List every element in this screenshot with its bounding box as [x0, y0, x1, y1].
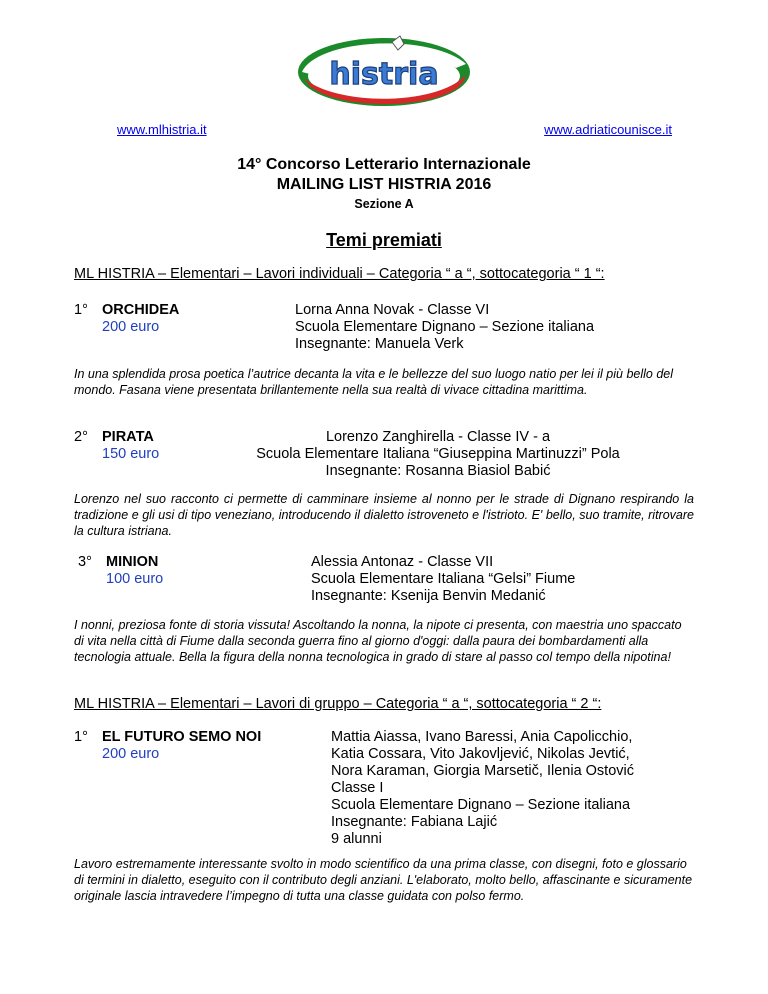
- group-entry-rank-title: [74, 729, 261, 745]
- teacher-line: Insegnante: Fabiana Lajić: [331, 814, 498, 830]
- pupils-count: 9 alunni: [331, 831, 382, 847]
- group-entry-info: [331, 729, 634, 848]
- section-label: Sezione A: [354, 197, 414, 211]
- rank-number: 1°: [74, 729, 88, 745]
- entry-3-info: [311, 554, 575, 605]
- link-adriaticounisce[interactable]: www.adriaticounisce.it: [544, 122, 672, 137]
- entry-1-rank-title: [74, 302, 179, 318]
- class-line: Classe I: [331, 780, 384, 796]
- logo-text: histria: [329, 57, 439, 92]
- entry-1-description: In una splendida prosa poetica l’autrice decanta la vita e le bellezze del suo luogo natio per lei il più bello del mondo. Fasana viene presentata brillantemente nella sua realtà di vivace cittadina marittima.: [74, 367, 674, 397]
- rank-number: 1°: [74, 302, 88, 318]
- rank-number: 3°: [78, 554, 92, 570]
- student-line: Lorenzo Zanghirella - Classe IV - a: [325, 429, 551, 445]
- entry-3-prize: 100 euro: [106, 571, 164, 587]
- contest-subtitle: MAILING LIST HISTRIA 2016: [276, 176, 492, 193]
- student-line: Lorna Anna Novak - Classe VI: [295, 302, 490, 318]
- entry-2-rank-title: [74, 429, 154, 445]
- entry-2-description: Lorenzo nel suo racconto ci permette di camminare insieme al nonno per le strade di Dignano respirando la tradizione e gli usi di tipo veneziano, introducendo il dialetto istroveneto e l'istrioto. E' bello, suo tramite, ritrovare la cultura istriana.: [74, 492, 694, 538]
- contest-title: 14° Concorso Letterario Internazionale: [237, 156, 531, 173]
- school-line: Scuola Elementare Dignano – Sezione italiana: [295, 319, 595, 335]
- teacher-line: Insegnante: Rosanna Biasiol Babić: [325, 463, 551, 479]
- entry-2-prize: 150 euro: [102, 446, 160, 462]
- school-line: Scuola Elementare Italiana “Giuseppina Martinuzzi” Pola: [256, 446, 620, 462]
- entry-title: EL FUTURO SEMO NOI: [102, 729, 262, 745]
- group-entry-prize: 200 euro: [102, 746, 160, 762]
- students-line-1: Mattia Aiassa, Ivano Baressi, Ania Capolicchio,: [331, 729, 633, 745]
- entry-1-prize: 200 euro: [102, 319, 160, 335]
- histria-logo: [296, 34, 472, 108]
- rank-number: 2°: [74, 429, 88, 445]
- teacher-line: Insegnante: Ksenija Benvin Medanić: [311, 588, 546, 604]
- students-line-3: Nora Karaman, Giorgia Marsetič, Ilenia Ostović: [331, 763, 634, 779]
- category-1-label: ML HISTRIA – Elementari – Lavori individuali – Categoria “ a “, sottocategoria “ 1 “:: [74, 266, 605, 282]
- teacher-line: Insegnante: Manuela Verk: [295, 336, 464, 352]
- students-line-2: Katia Cossara, Vito Jakovljević, Nikolas Jevtić,: [331, 746, 630, 762]
- link-mlhistria[interactable]: www.mlhistria.it: [117, 122, 207, 137]
- entry-title: MINION: [106, 554, 159, 570]
- school-line: Scuola Elementare Italiana “Gelsi” Fiume: [311, 571, 576, 587]
- entry-title: PIRATA: [102, 429, 154, 445]
- group-entry-description: Lavoro estremamente interessante svolto in modo scientifico da una prima classe, con disegni, foto e glossario di termini in dialetto, eseguito con il contributo degli anziani. L'elaborato, molto bello, affascinante e sicuramente originale lascia intravedere l’impegno di tutta una classe guidata con polso fermo.: [74, 857, 693, 903]
- entry-3-rank-title: [74, 554, 158, 570]
- entry-2-info: [240, 429, 636, 480]
- school-line: Scuola Elementare Dignano – Sezione italiana: [331, 797, 631, 813]
- student-line: Alessia Antonaz - Classe VII: [311, 554, 494, 570]
- entry-3-description: I nonni, preziosa fonte di storia vissuta! Ascoltando la nonna, la nipote ci presenta, con maestria uno spaccato di vita nella città di Fiume dalla seconda guerra fino al giorno d'oggi: dalla paura dei bombardamenti alla tecnologia attuale. Bella la figura della nonna tecnologica in grado di stare al passo col tempo della nipotina!: [74, 618, 682, 664]
- entry-title: ORCHIDEA: [102, 302, 180, 318]
- entry-1-info: [295, 302, 594, 353]
- category-2-label: ML HISTRIA – Elementari – Lavori di gruppo – Categoria “ a “, sottocategoria “ 2 “:: [74, 696, 602, 712]
- awarded-heading: Temi premiati: [326, 230, 442, 250]
